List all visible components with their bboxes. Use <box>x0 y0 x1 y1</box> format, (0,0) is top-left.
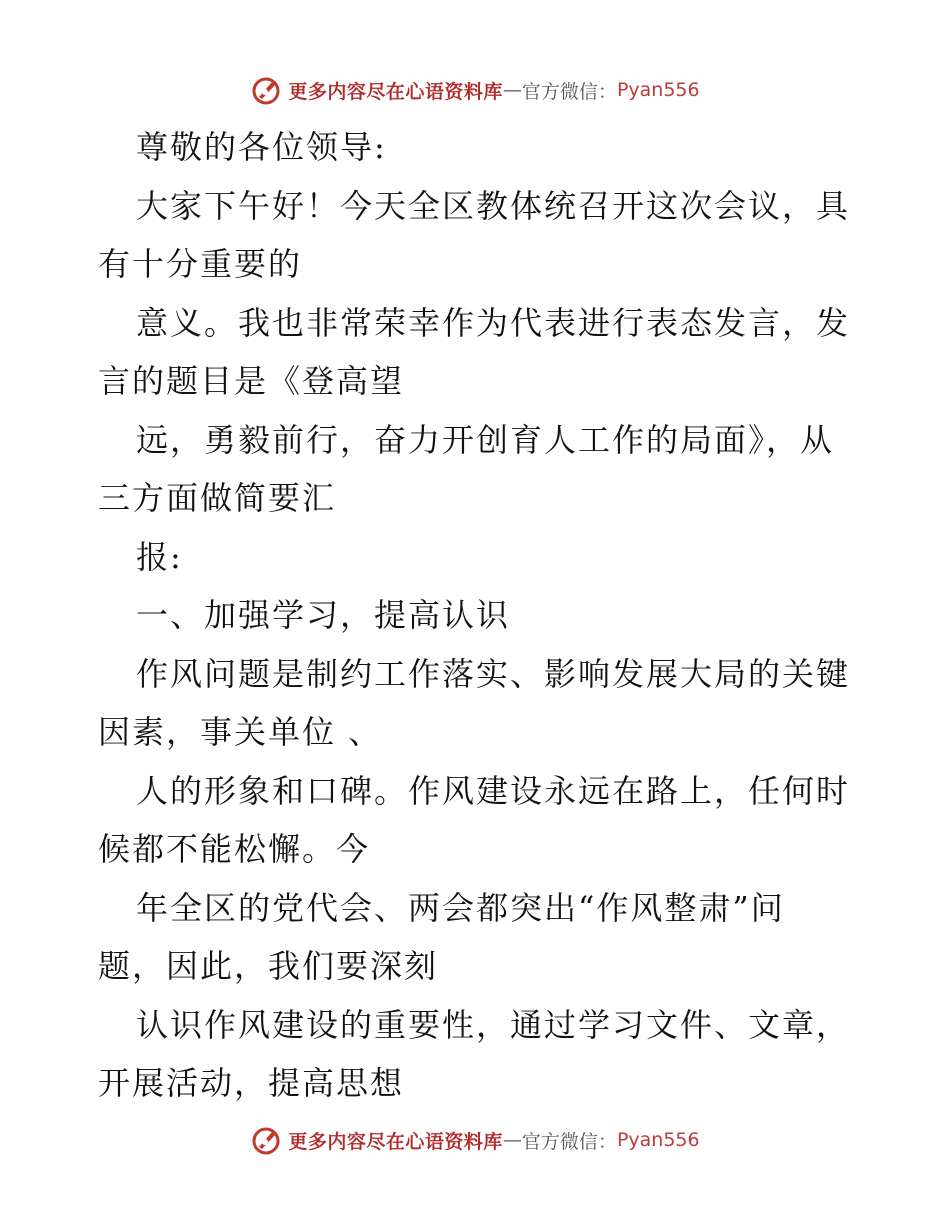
paragraph-line: 意义。我也非常荣幸作为代表进行表态发言，发 <box>136 304 851 342</box>
paragraph-line: 报: <box>136 538 183 576</box>
paragraph-line: 年全区的党代会、两会都突出“作风整肃”问 <box>136 889 785 927</box>
paragraph-line: 开展活动，提高思想 <box>98 1064 405 1102</box>
paragraph-line: 人的形象和口碑。作风建设永远在路上，任何时 <box>136 772 851 810</box>
section-heading: 一、加强学习，提高认识 <box>136 596 511 634</box>
banner-lead-text: 更多内容尽在心语资料库 <box>288 1130 503 1153</box>
paragraph-line: 言的题目是《登高望 <box>98 362 405 400</box>
paragraph-line: 认识作风建设的重要性，通过学习文件、文章， <box>136 1006 851 1044</box>
paragraph-line: 远，勇毅前行，奋力开创育人工作的局面》，从 <box>136 421 835 459</box>
banner-wechat-id: Pyan556 <box>616 79 700 101</box>
quill-circle-logo-icon <box>250 1124 282 1156</box>
banner-wechat-label: 官方微信： <box>521 1130 617 1153</box>
banner-dash: — <box>502 79 522 101</box>
footer-banner <box>0 1120 950 1160</box>
paragraph-line: 有十分重要的 <box>98 245 303 283</box>
paragraph-line: 作风问题是制约工作落实、影响发展大局的关键 <box>136 655 851 693</box>
banner-lead-text: 更多内容尽在心语资料库 <box>288 80 503 103</box>
banner-dash: — <box>502 1129 522 1151</box>
banner-wechat-label: 官方微信： <box>521 80 617 103</box>
paragraph-line: 候都不能松懈。今 <box>98 830 371 868</box>
paragraph-line: 因素，事关单位 、 <box>98 713 383 751</box>
paragraph-line: 大家下午好！今天全区教体统召开这次会议，具 <box>136 187 851 225</box>
banner-wechat-id: Pyan556 <box>616 1129 700 1151</box>
paragraph-line: 三方面做简要汇 <box>98 479 337 517</box>
paragraph-line: 题，因此，我们要深刻 <box>98 947 439 985</box>
salutation: 尊敬的各位领导: <box>136 128 387 166</box>
